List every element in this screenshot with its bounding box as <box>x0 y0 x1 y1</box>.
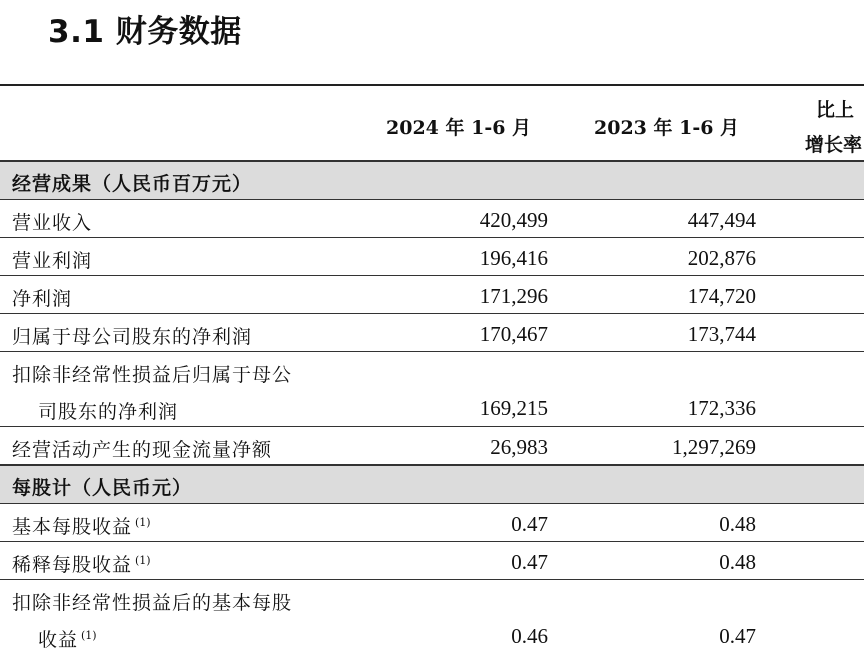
row-label-line2: 司股东的净利润 <box>38 401 179 423</box>
value-2024: 0.46 <box>511 624 548 648</box>
section-operating-results <box>0 160 864 200</box>
value-2024: 420,499 <box>479 208 548 232</box>
value-2023: 1,297,269 <box>672 435 756 459</box>
table-row <box>0 200 864 238</box>
table-row <box>0 314 864 352</box>
row-label: 营业收入 <box>12 212 93 234</box>
financial-data-table <box>0 84 864 654</box>
footnote-marker: (1) <box>135 554 151 567</box>
row-label-text: 基本每股收益 <box>12 516 133 538</box>
row-label-line1: 扣除非经常性损益后归属于母公 <box>12 364 293 386</box>
table-row <box>0 504 864 542</box>
row-label-text: 收益 <box>38 629 79 651</box>
footnote-marker: (1) <box>135 516 151 529</box>
header-2023: 2023 年 1-6 月 <box>594 117 740 139</box>
table-header <box>0 86 864 160</box>
page-title: 3.1 财务数据 <box>48 14 242 50</box>
row-label: 经营活动产生的现金流量净额 <box>12 439 273 461</box>
value-2024: 26,983 <box>490 435 548 459</box>
table-row <box>0 542 864 580</box>
section-per-share <box>0 465 864 504</box>
row-label-line1: 扣除非经常性损益后的基本每股 <box>12 592 293 614</box>
value-2023: 447,494 <box>687 208 756 232</box>
value-2024: 0.47 <box>511 512 548 536</box>
value-2024: 169,215 <box>479 396 548 420</box>
row-label: 净利润 <box>12 288 73 310</box>
value-2024: 0.47 <box>511 550 548 574</box>
table-row <box>0 352 864 427</box>
table-row <box>0 276 864 314</box>
value-2024: 196,416 <box>479 246 548 270</box>
row-label <box>12 512 151 539</box>
table-row <box>0 580 864 654</box>
row-label <box>12 550 151 577</box>
value-2023: 172,336 <box>687 396 756 420</box>
row-label-text: 稀释每股收益 <box>12 554 133 576</box>
value-2023: 202,876 <box>687 246 756 270</box>
value-2023: 174,720 <box>687 284 756 308</box>
value-2024: 170,467 <box>479 322 548 346</box>
section-title: 每股计（人民币元） <box>12 477 193 499</box>
header-change-line1: 比上 <box>816 99 855 121</box>
header-2024: 2024 年 1-6 月 <box>386 117 532 139</box>
header-change-line2: 增长率 <box>805 134 863 156</box>
footnote-marker: (1) <box>81 629 97 642</box>
table-row <box>0 238 864 276</box>
row-label: 归属于母公司股东的净利润 <box>12 326 253 348</box>
value-2023: 0.48 <box>719 550 756 574</box>
value-2024: 171,296 <box>479 284 548 308</box>
section-title: 经营成果（人民币百万元） <box>12 173 253 195</box>
value-2023: 173,744 <box>687 322 756 346</box>
row-label: 营业利润 <box>12 250 93 272</box>
value-2023: 0.47 <box>719 624 756 648</box>
table-row <box>0 427 864 465</box>
value-2023: 0.48 <box>719 512 756 536</box>
